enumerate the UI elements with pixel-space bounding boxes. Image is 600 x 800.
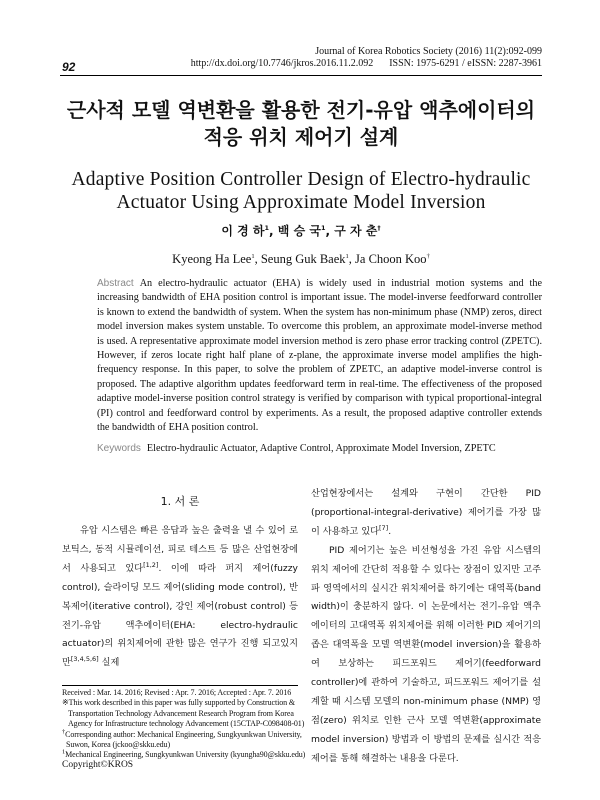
author-name: 백 승 국 — [277, 224, 321, 238]
author-name: Kyeong Ha Lee — [172, 252, 252, 266]
citation[interactable]: [7] — [378, 523, 389, 532]
affiliation: $^1$Mechanical Engineering, Sungkyunkwan University (kyungha90@skku.edu) — [62, 748, 306, 760]
author-name: Seung Guk Baek — [260, 252, 346, 266]
citation[interactable]: [3,4,5,6] — [70, 655, 99, 664]
journal-info — [191, 46, 542, 70]
english-title: Adaptive Position Controller Design of Electro-hydraulic Actuator Using Approximate Model Inversion — [71, 169, 531, 213]
author-name: 구 자 춘 — [334, 224, 378, 238]
funding-note: ※This work described in this paper was fully supported by Construction & — [62, 698, 296, 708]
abstract-label: Abstract — [97, 278, 134, 289]
author-name: 이 경 하 — [221, 224, 265, 238]
right-column — [311, 485, 541, 769]
paragraph: 유압 시스템은 빠른 응답과 높은 출력을 낼 수 있어 로보틱스, 동적 시뮬레이션, 피로 테스트 등 많은 산업현장에서 사용되고 있다[1,2]. 이에 따라 퍼지 제어(fuzzy control), 슬라이딩 모드 제어(sliding mode control), 반복제어(iterative control), 강인 제어(robust control) 등 전기-유압 액추에이터(EHA: electro-hydraulic actuator)의 위치제어에 관한 많은 연구가 진행 되고있지만[3,4,5,6] 실제 — [62, 525, 298, 669]
section-heading: 1. 서 론 — [160, 495, 200, 508]
abstract — [97, 277, 542, 435]
citation[interactable]: [1,2] — [143, 560, 159, 569]
issn: ISSN: 1975-6291 / eISSN: 2287-3961 — [389, 58, 542, 69]
corresponding-author: †Corresponding author: Mechanical Engineering, Sungkyunkwan University, — [62, 727, 302, 739]
footnote-rule — [62, 685, 298, 686]
doi-link[interactable]: http://dx.doi.org/10.7746/jkros.2016.11.2.092 — [190, 58, 374, 69]
received-dates: Received : Mar. 14. 2016; Revised : Apr. 7. 2016; Accepted : Apr. 7. 2016 — [62, 688, 292, 697]
journal-citation: Journal of Korea Robotics Society (2016) 11(2):092-099 — [315, 46, 542, 57]
copyright: Copyright©KROS — [62, 760, 134, 770]
author-name: Ja Choon Koo — [355, 252, 427, 266]
abstract-text: An electro-hydraulic actuator (EHA) is widely used in industrial motion systems and the increasing bandwidth of EHA position control is important issue. The model-inverse feedforward controller is known to extend the bandwidth of system. When the system has non-minimum phase (NMP) zeros, direct model inversion makes system unstable. To overcome this problem, an approximate model-inverse method is used. A representative approximate model inversion method is zero phase error tracking control (ZPETC). However, if zeros locate right half plane of z-plane, the approximate inverse model amplifies the high-frequency response. In this paper, to solve the problem of ZPETC, an adaptive model-inverse control is proposed. The adaptive algorithm updates feedforward term in real-time. The effectiveness of the proposed adaptive model-inverse position control strategy is verified by comparison with typical proportional-integral (PI) control and feedforward control by experiments. As a result, the proposed adaptive controller extends the bandwidth of EHA position control. — [97, 278, 542, 434]
page-number: 92 — [62, 60, 76, 74]
left-column — [62, 522, 298, 673]
keywords-label: Keywords — [97, 443, 141, 454]
korean-authors: 이 경 하$^1$, 백 승 국$^1$, 구 자 춘† — [221, 224, 381, 238]
footnotes: Received : Mar. 14. 2016; Revised : Apr. 7. 2016; Accepted : Apr. 7. 2016 ※This work described in this paper was fully supported by Construction & Transportation Technology Advancement Research Program from Korea Agency for Infrastructure technology Advancement (15CTAP-C098408-01) †Corresponding author: Mechanical Engineering, Sungkyunkwan University, Suwon, Korea (jckoo@skku.edu) $^1$Mechanical Engineering, Sungkyunkwan University (kyungha90@skku.edu) — [62, 688, 306, 760]
korean-title: 근사적 모델 역변환을 활용한 전기-유압 액추에이터의 적응 위치 제어기 설계 — [66, 98, 536, 149]
english-authors: Kyeong Ha Lee$^1$, Seung Guk Baek$^1$, Ja Choon Koo† — [172, 252, 430, 266]
header-rule — [60, 75, 542, 76]
paragraph: 산업현장에서는 설계와 구현이 간단한 PID (proportional-integral-derivative) 제어기를 가장 많이 사용하고 있다[7]. — [311, 488, 541, 537]
keywords — [97, 442, 542, 456]
keywords-text: Electro-hydraulic Actuator, Adaptive Control, Approximate Model Inversion, ZPETC — [146, 443, 496, 454]
paragraph: PID 제어기는 높은 비선형성을 가진 유압 시스템의 위치 제어에 간단히 적용할 수 있다는 장점이 있지만 고주파 영역에서의 실시간 위치제어를 하기에는 대역폭(band width)이 충분하지 않다. 이 논문에서는 전기-유압 액추에이터의 고대역폭 위치제어를 위해 이러한 PID 제어기의 좁은 대역폭을 모델 역변환(model inversion)을 활용하여 보상하는 피드포워드 제어기(feedforward controller)에 관하여 기술하고, 피드포워드 제어기를 설계할 때 시스템 모델의 non-minimum phase (NMP) 영점(zero) 위치로 인한 근사 모델 역변환(approximate model inversion) 방법과 이 방법의 문제를 실시간 적응제어를 통해 해결하는 내용을 다룬다. — [311, 544, 541, 764]
